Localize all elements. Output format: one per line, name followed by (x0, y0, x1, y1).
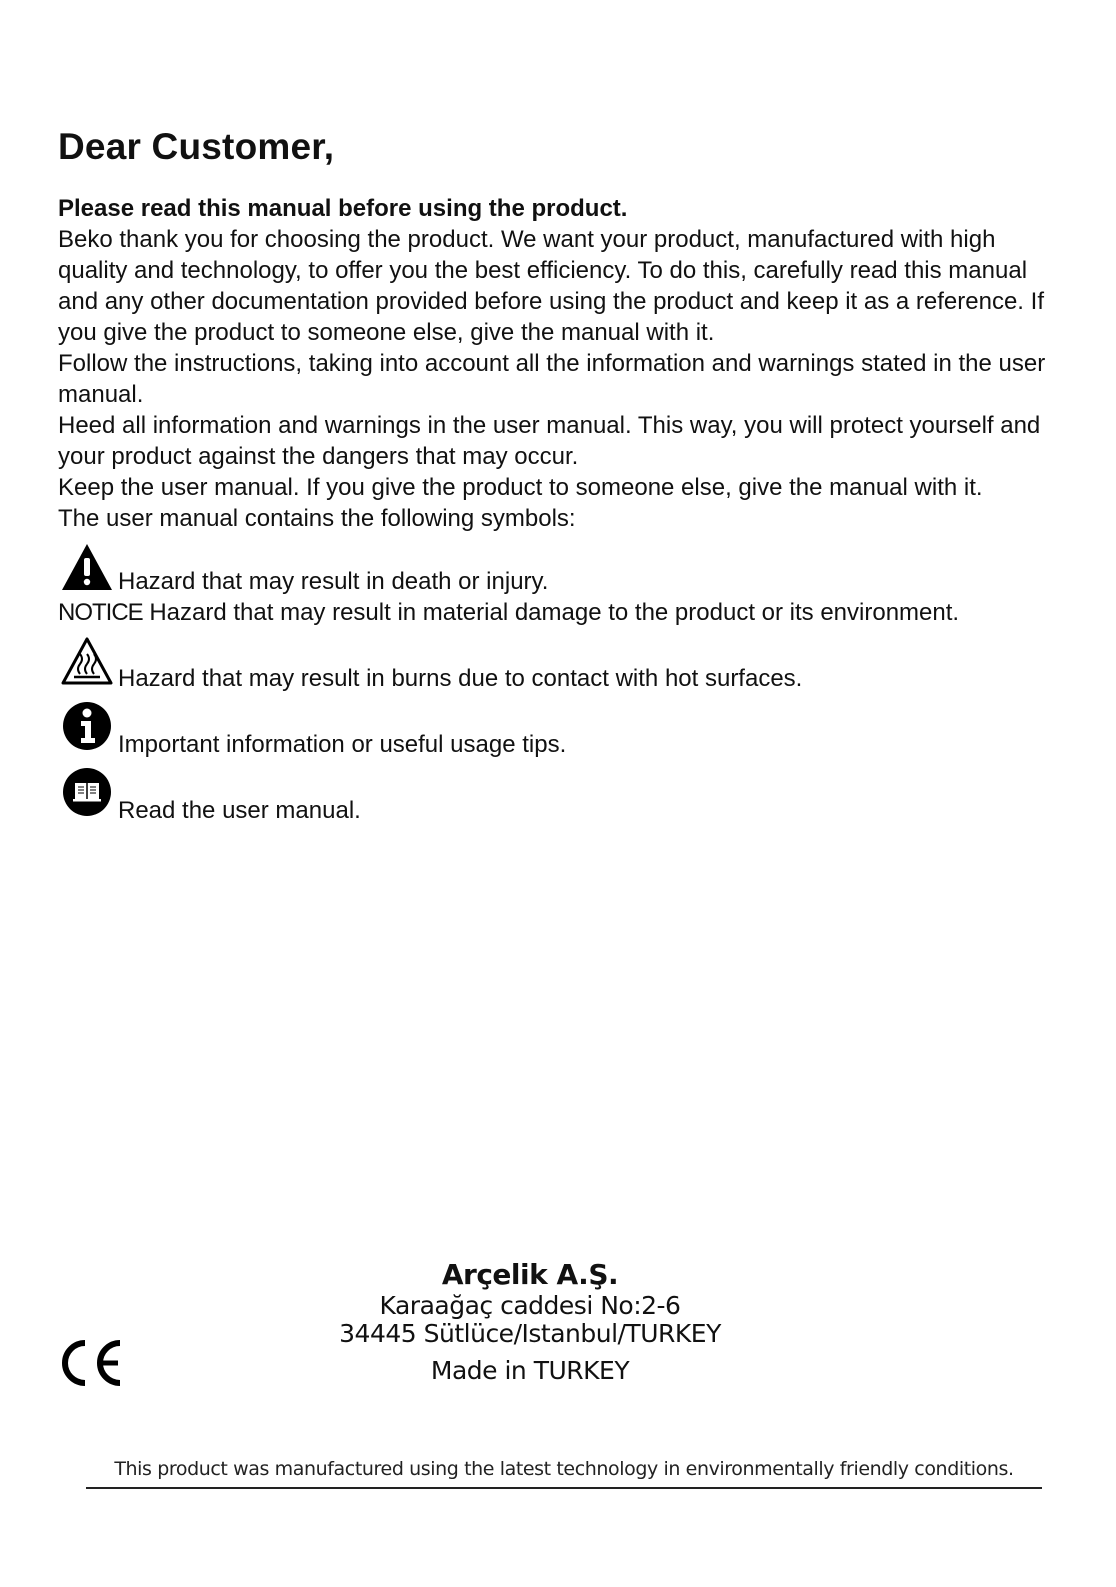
company-name: Arçelik A.Ş. (441, 1258, 619, 1291)
footer-statement: This product was manufactured using the latest technology in environmentally friendly conditions. (114, 1458, 1014, 1480)
symbol-text-information: Important information or useful usage tips. (118, 731, 567, 758)
made-in: Made in TURKEY (430, 1356, 630, 1385)
symbol-row-notice (58, 597, 1068, 628)
intro-paragraph: The user manual contains the following symbols: (58, 505, 576, 532)
manufacturer-address (280, 1258, 780, 1385)
symbol-text-user-manual: Read the user manual. (118, 797, 361, 824)
page-title: Dear Customer, (58, 126, 335, 167)
ce-mark-icon (56, 1338, 126, 1388)
symbol-text-hot-surface: Hazard that may result in burns due to contact with hot surfaces. (118, 665, 803, 692)
intro-paragraph: Keep the user manual. If you give the product to someone else, give the manual with it. (58, 474, 983, 501)
address-street: Karaağaç caddesi No:2-6 (379, 1291, 681, 1320)
address-city: 34445 Sütlüce/Istanbul/TURKEY (339, 1319, 721, 1348)
symbol-row-danger (58, 534, 1068, 597)
symbol-row-information (58, 694, 1068, 760)
information-icon (61, 700, 113, 752)
intro-paragraph: Heed all information and warnings in the user manual. This way, you will protect yourself and your product against the dangers that may occur. (58, 412, 1041, 470)
symbol-text-danger: Hazard that may result in death or injury. (118, 568, 549, 595)
intro-heading: Please read this manual before using the product. (58, 195, 628, 222)
footer-divider (86, 1487, 1042, 1489)
symbol-text-notice: Hazard that may result in material damage to the product or its environment. (149, 599, 960, 626)
symbol-row-user-manual (58, 760, 1068, 826)
intro-paragraph: Follow the instructions, taking into account all the information and warnings stated in the user manual. (58, 350, 1046, 408)
user-manual-icon (61, 766, 113, 818)
intro-paragraph: Beko thank you for choosing the product. We want your product, manufactured with high quality and technology, to offer you the best efficiency. To do this, carefully read this manual and any other documentation provided before using the product and keep it as a reference. If you give the product to someone else, give the manual with it. (58, 226, 1044, 346)
symbol-row-hot-surface (58, 628, 1068, 694)
hot-surface-icon (61, 636, 113, 688)
intro-section (58, 193, 1068, 826)
notice-label: NOTICE Hazard that may result in material damage to the product or its environment. (58, 599, 960, 626)
warning-triangle-icon (61, 542, 113, 594)
